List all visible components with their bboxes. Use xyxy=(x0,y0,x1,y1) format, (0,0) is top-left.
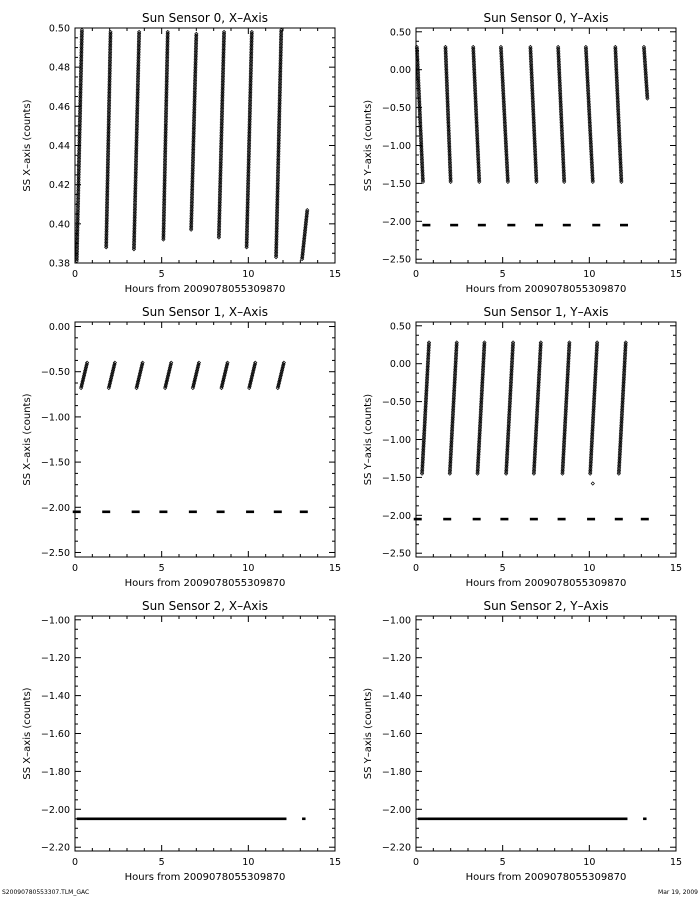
footer-date: Mar 19, 2009 xyxy=(658,889,698,896)
x-axis-label: Hours from 2009078055309870 xyxy=(124,284,286,295)
x-tick-label: 5 xyxy=(499,269,506,280)
y-tick-label: 0.00 xyxy=(48,322,70,334)
x-tick-label: 10 xyxy=(242,563,255,574)
y-tick-label: 0.48 xyxy=(48,62,70,74)
x-tick-label: 5 xyxy=(158,269,165,280)
x-tick-label: 0 xyxy=(412,269,420,280)
y-tick-label: −1.20 xyxy=(381,653,411,665)
x-tick-label: 15 xyxy=(328,269,342,280)
x-axis-label: Hours from 2009078055309870 xyxy=(465,284,627,295)
plot-frame xyxy=(416,28,676,263)
y-axis-label: SS X–axis (counts) xyxy=(22,393,33,486)
y-tick-label: −0.50 xyxy=(381,103,411,115)
data-point-outlier xyxy=(591,482,594,485)
y-tick-label: −0.50 xyxy=(40,367,70,379)
x-tick-label: 0 xyxy=(412,857,420,868)
y-tick-label: −1.80 xyxy=(40,766,70,778)
chart-title: Sun Sensor 0, X–Axis xyxy=(142,11,268,25)
chart-title: Sun Sensor 1, X–Axis xyxy=(142,305,268,319)
y-tick-label: −1.20 xyxy=(40,653,70,665)
y-tick-label: −1.50 xyxy=(40,457,70,469)
y-tick-label: −1.00 xyxy=(381,141,411,152)
x-tick-label: 5 xyxy=(499,563,506,574)
x-tick-label: 0 xyxy=(71,857,79,868)
footer-filename: S20090780553307.TLM_GAC xyxy=(2,889,90,896)
series-points xyxy=(75,28,309,262)
y-tick-label: −2.00 xyxy=(381,216,411,228)
plot-frame xyxy=(416,616,676,851)
y-tick-label: 0.00 xyxy=(389,359,411,371)
y-tick-label: −2.00 xyxy=(40,502,70,514)
y-tick-label: 0.00 xyxy=(389,65,411,77)
y-tick-label: −2.20 xyxy=(40,842,70,854)
y-tick-label: −1.80 xyxy=(381,766,411,778)
series-points xyxy=(414,341,649,519)
x-axis-label: Hours from 2009078055309870 xyxy=(124,872,286,883)
x-tick-label: 15 xyxy=(669,269,683,280)
x-tick-label: 15 xyxy=(669,563,683,574)
plot-frame xyxy=(75,616,335,851)
y-tick-label: −2.00 xyxy=(40,804,70,816)
y-tick-label: −0.50 xyxy=(381,397,411,409)
x-tick-label: 5 xyxy=(158,563,165,574)
x-tick-label: 15 xyxy=(328,563,342,574)
x-tick-label: 5 xyxy=(499,857,506,868)
y-axis-label: SS Y–axis (counts) xyxy=(363,687,374,780)
chart-title: Sun Sensor 1, Y–Axis xyxy=(483,305,609,319)
y-tick-label: −1.40 xyxy=(40,691,70,703)
panel-ss0-x xyxy=(22,11,341,295)
x-tick-label: 0 xyxy=(71,269,79,280)
y-tick-label: −2.00 xyxy=(381,510,411,522)
panel-ss2-y xyxy=(363,599,682,883)
y-tick-label: 0.50 xyxy=(389,27,411,39)
panel-ss0-y xyxy=(363,11,682,295)
x-tick-label: 0 xyxy=(412,563,420,574)
y-tick-label: −1.00 xyxy=(40,412,70,424)
y-tick-label: −2.20 xyxy=(381,842,411,854)
x-tick-label: 10 xyxy=(583,857,596,868)
y-axis-label: SS X–axis (counts) xyxy=(22,687,33,780)
chart-title: Sun Sensor 0, Y–Axis xyxy=(483,11,609,25)
x-axis-label: Hours from 2009078055309870 xyxy=(465,872,627,883)
y-tick-label: −1.50 xyxy=(381,472,411,484)
panel-ss1-y xyxy=(363,305,682,589)
x-tick-label: 5 xyxy=(158,857,165,868)
y-tick-label: −1.00 xyxy=(381,435,411,446)
x-tick-label: 10 xyxy=(583,563,596,574)
chart-title: Sun Sensor 2, Y–Axis xyxy=(483,599,609,613)
x-axis-label: Hours from 2009078055309870 xyxy=(124,578,286,589)
x-tick-label: 10 xyxy=(242,857,255,868)
y-tick-label: −2.00 xyxy=(381,804,411,816)
y-tick-label: −1.50 xyxy=(381,178,411,190)
y-tick-label: 0.38 xyxy=(48,258,70,270)
x-tick-label: 10 xyxy=(242,269,255,280)
y-axis-label: SS X–axis (counts) xyxy=(22,99,33,192)
y-tick-label: −1.00 xyxy=(381,615,411,627)
series-points xyxy=(73,361,308,512)
x-tick-label: 0 xyxy=(71,563,79,574)
series-points xyxy=(415,45,649,225)
x-tick-label: 10 xyxy=(583,269,596,280)
panel-ss1-x xyxy=(22,305,341,589)
plot-frame xyxy=(75,322,335,557)
plot-frame xyxy=(75,28,335,263)
panel-ss2-x xyxy=(22,599,341,883)
y-tick-label: −1.00 xyxy=(40,615,70,627)
x-tick-label: 15 xyxy=(328,857,342,868)
y-tick-label: −2.50 xyxy=(40,547,70,559)
y-tick-label: 0.46 xyxy=(48,101,70,113)
x-axis-label: Hours from 2009078055309870 xyxy=(465,578,627,589)
y-tick-label: −2.50 xyxy=(381,254,411,266)
y-tick-label: 0.42 xyxy=(48,180,70,192)
y-tick-label: −1.60 xyxy=(381,729,411,740)
y-axis-label: SS Y–axis (counts) xyxy=(363,99,374,192)
y-tick-label: 0.50 xyxy=(389,321,411,333)
y-tick-label: −1.60 xyxy=(40,729,70,740)
x-tick-label: 15 xyxy=(669,857,683,868)
y-tick-label: 0.44 xyxy=(48,141,70,152)
y-tick-label: −2.50 xyxy=(381,548,411,560)
y-tick-label: −1.40 xyxy=(381,691,411,703)
y-axis-label: SS Y–axis (counts) xyxy=(363,393,374,486)
y-tick-label: 0.40 xyxy=(48,219,70,231)
chart-title: Sun Sensor 2, X–Axis xyxy=(142,599,268,613)
y-tick-label: 0.50 xyxy=(48,23,70,35)
